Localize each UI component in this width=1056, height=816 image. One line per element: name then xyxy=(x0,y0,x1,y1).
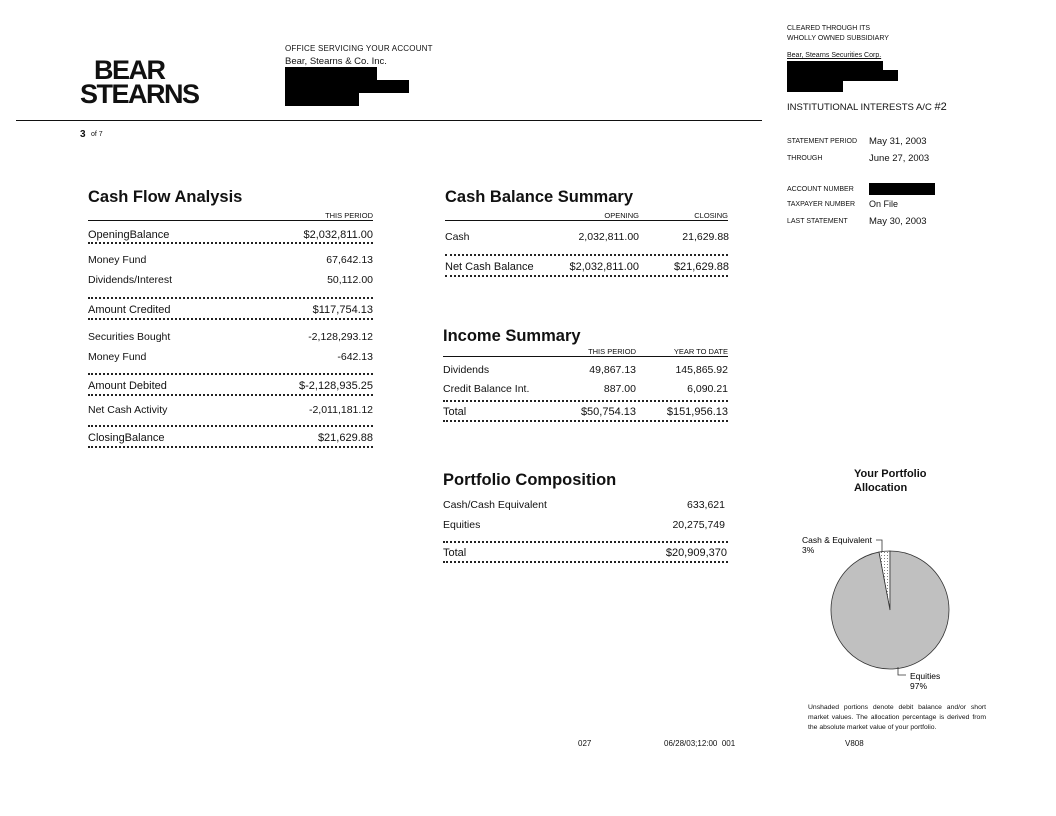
inc-row-label: Credit Balance Int. xyxy=(443,383,530,395)
office-label: OFFICE SERVICING YOUR ACCOUNT xyxy=(285,44,433,53)
cleared-line2: WHOLLY OWNED SUBSIDIARY xyxy=(787,35,889,42)
cf-row-value: 67,642.13 xyxy=(326,254,373,266)
inc-row-period: $50,754.13 xyxy=(580,406,636,418)
portfolio-title: Portfolio Composition xyxy=(443,471,617,489)
cf-row-value: $117,754.13 xyxy=(312,304,373,316)
allocation-title xyxy=(854,467,927,495)
cf-row-value: 50,112.00 xyxy=(327,274,373,286)
cf-row-value: $21,629.88 xyxy=(317,432,373,444)
cf-dotted-rule xyxy=(88,297,373,299)
pf-dotted-rule xyxy=(443,541,728,543)
cb-row-opening: 2,032,811.00 xyxy=(578,231,639,243)
income-title: Income Summary xyxy=(443,327,581,345)
inc-row-period: 887.00 xyxy=(603,383,636,395)
statement-period-value: May 31, 2003 xyxy=(869,136,927,147)
taxpayer-label: TAXPAYER NUMBER xyxy=(787,201,856,208)
pf-row-label: Cash/Cash Equivalent xyxy=(443,499,547,511)
income-rule xyxy=(443,356,728,357)
cf-dotted-rule xyxy=(88,242,373,244)
last-statement-label: LAST STATEMENT xyxy=(787,218,848,225)
cf-row-label: Dividends/Interest xyxy=(88,274,173,286)
cf-dotted-rule xyxy=(88,446,373,448)
pie-label-equities: Equities xyxy=(910,671,941,681)
redacted-sub-2 xyxy=(787,70,898,81)
pf-row-label: Total xyxy=(443,547,467,559)
cf-row-label: Money Fund xyxy=(88,351,147,363)
income-col-ytd: YEAR TO DATE xyxy=(673,347,728,356)
allocation-note: Unshaded portions denote debit balance and/or short market values. The allocation percentage is derived from the absolute market value of your portfolio. xyxy=(808,704,986,731)
cash-flow-col-header: THIS PERIOD xyxy=(325,211,373,220)
cf-row-label: Amount Debited xyxy=(88,380,167,392)
inc-dotted-rule xyxy=(443,420,728,422)
pf-row-value: 20,275,749 xyxy=(672,519,725,531)
inc-dotted-rule xyxy=(443,400,728,402)
subsidiary-name: Bear, Stearns Securities Corp. xyxy=(787,52,882,59)
account-name-text: INSTITUTIONAL INTERESTS A/C xyxy=(787,102,932,113)
redacted-address-2 xyxy=(285,80,409,93)
account-suffix: #2 xyxy=(934,101,947,113)
cb-row-label: Net Cash Balance xyxy=(445,261,534,273)
cb-row-closing: 21,629.88 xyxy=(682,231,729,243)
pf-row-value: 633,621 xyxy=(687,499,725,511)
cash-flow-rule xyxy=(88,220,373,221)
logo-line2: STEARNS xyxy=(80,79,199,109)
pf-row-value: $20,909,370 xyxy=(665,547,727,559)
account-name xyxy=(787,101,947,113)
cb-row-label: Cash xyxy=(445,231,470,243)
page-current: 3 xyxy=(80,129,86,140)
cf-dotted-rule xyxy=(88,373,373,375)
cf-dotted-rule xyxy=(88,394,373,396)
cf-row-value: $-2,128,935.25 xyxy=(298,380,373,392)
redacted-address-1 xyxy=(285,67,377,80)
page-of: of 7 xyxy=(91,131,103,138)
redacted-account-number xyxy=(869,183,935,195)
through-label: THROUGH xyxy=(787,155,823,162)
pie-label-equities-pct: 97% xyxy=(910,681,928,691)
inc-row-label: Dividends xyxy=(443,364,490,376)
pf-row-label: Equities xyxy=(443,519,481,531)
cash-balance-title: Cash Balance Summary xyxy=(445,188,634,206)
cf-row-label: Money Fund xyxy=(88,254,147,266)
cf-dotted-rule xyxy=(88,318,373,320)
cash-leader-line xyxy=(876,540,882,552)
cf-dotted-rule xyxy=(88,425,373,427)
cash-flow-title: Cash Flow Analysis xyxy=(88,188,243,206)
allocation-title-line2: Allocation xyxy=(854,482,908,494)
inc-row-ytd: $151,956.13 xyxy=(666,406,728,418)
inc-row-ytd: 6,090.21 xyxy=(687,383,728,395)
pie-label-cash: Cash & Equivalent xyxy=(802,535,872,545)
cb-dotted-rule xyxy=(445,254,728,256)
inc-row-label: Total xyxy=(443,406,467,418)
cb-row-opening: $2,032,811.00 xyxy=(569,261,639,273)
income-col-period: THIS PERIOD xyxy=(588,347,636,356)
inc-row-period: 49,867.13 xyxy=(589,364,636,376)
allocation-title-line1: Your Portfolio xyxy=(854,468,927,480)
inc-row-ytd: 145,865.92 xyxy=(675,364,728,376)
redacted-address-3 xyxy=(285,93,359,106)
cf-row-label: Securities Bought xyxy=(88,331,171,343)
cf-row-label: Amount Credited xyxy=(88,304,171,316)
account-number-label: ACCOUNT NUMBER xyxy=(787,186,854,193)
cleared-line1: CLEARED THROUGH ITS xyxy=(787,25,871,32)
cash-balance-col-opening: OPENING xyxy=(604,211,639,220)
pf-dotted-rule xyxy=(443,561,728,563)
cf-row-label: OpeningBalance xyxy=(88,229,170,241)
footer-timestamp: 06/28/03;12:00 001 xyxy=(664,739,736,748)
allocation-pie-chart xyxy=(790,530,990,700)
pie-slice-equities xyxy=(831,551,949,669)
cash-balance-rule xyxy=(445,220,728,221)
cf-row-value: -642.13 xyxy=(337,351,373,363)
cf-row-value: $2,032,811.00 xyxy=(303,229,373,241)
logo-line1: BEAR xyxy=(94,55,165,85)
cf-row-value: -2,128,293.12 xyxy=(308,331,373,343)
header-rule xyxy=(16,120,762,121)
last-statement-value: May 30, 2003 xyxy=(869,216,927,227)
pie-label-cash-pct: 3% xyxy=(802,545,815,555)
office-name: Bear, Stearns & Co. Inc. xyxy=(285,56,387,67)
through-value: June 27, 2003 xyxy=(869,153,930,164)
cash-balance-col-closing: CLOSING xyxy=(694,211,728,220)
cf-row-label: Net Cash Activity xyxy=(88,404,168,416)
statement-period-label: STATEMENT PERIOD xyxy=(787,138,858,145)
cb-dotted-rule xyxy=(445,275,728,277)
cf-row-value: -2,011,181.12 xyxy=(308,404,373,416)
footer-code2: V808 xyxy=(845,739,864,748)
redacted-sub-3 xyxy=(787,81,843,92)
footer-code1: 027 xyxy=(578,739,592,748)
taxpayer-value: On File xyxy=(869,199,899,209)
cb-row-closing: $21,629.88 xyxy=(673,261,729,273)
bear-stearns-logo xyxy=(80,55,199,109)
cf-row-label: ClosingBalance xyxy=(88,432,165,444)
